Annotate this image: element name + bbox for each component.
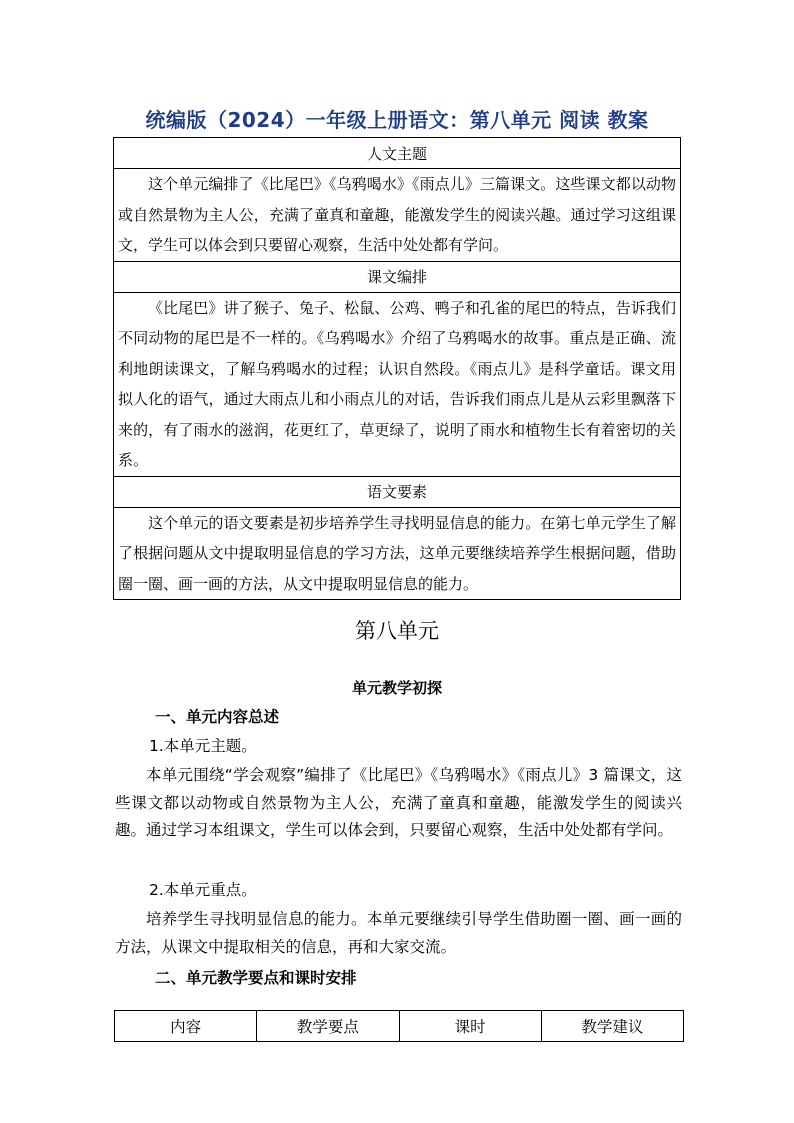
plan-header-periods: 课时 bbox=[399, 1011, 541, 1042]
arrangement-cell bbox=[114, 292, 681, 476]
elements-cell bbox=[114, 507, 681, 600]
item-focus-text: 培养学生寻找明显信息的能力。本单元要继续引导学生借助圈一圈、画一画的方法，从课文中提取相关的信息，再和大家交流。 bbox=[115, 910, 682, 956]
plan-header-row bbox=[115, 1011, 684, 1042]
heading-teaching-plan: 二、单元教学要点和课时安排 bbox=[155, 969, 357, 987]
elements-text: 这个单元的语文要素是初步培养学生寻找明显信息的能力。在第七单元学生了解了根据问题从文中提取明显信息的学习方法，这单元要继续培养学生根据问题，借助圈一圈、画一画的方法，从文中提取明显信息的能力。 bbox=[118, 513, 676, 593]
teaching-plan-table bbox=[114, 1010, 684, 1042]
heading-unit-overview: 一、单元内容总述 bbox=[155, 708, 280, 726]
elements-header: 语文要素 bbox=[114, 476, 681, 507]
theme-header: 人文主题 bbox=[114, 138, 681, 169]
arrangement-header: 课文编排 bbox=[114, 261, 681, 292]
unit-title: 第八单元 bbox=[355, 619, 439, 643]
arrangement-text: 《比尾巴》讲了猴子、兔子、松鼠、公鸡、鸭子和孔雀的尾巴的特点，告诉我们不同动物的尾巴是不一样的。《乌鸦喝水》介绍了乌鸦喝水的故事。重点是正确、流利地朗读课文，了解乌鸦喝水的过程；认识自然段。《雨点儿》是科学童话。课文用拟人化的语气，通过大雨点儿和小雨点儿的对话，告诉我们雨点儿是从云彩里飘落下来的，有了雨水的滋润，花更红了，草更绿了，说明了雨水和植物生长有着密切的关系。 bbox=[118, 298, 676, 469]
item-theme: 1.本单元主题。 bbox=[149, 737, 257, 755]
plan-header-points: 教学要点 bbox=[257, 1011, 399, 1042]
unit-summary-table bbox=[113, 137, 681, 600]
item-focus: 2.本单元重点。 bbox=[149, 881, 257, 899]
document-title: 统编版（2024）一年级上册语文：第八单元 阅读 教案 bbox=[145, 108, 649, 132]
theme-cell bbox=[114, 169, 681, 262]
plan-header-content: 内容 bbox=[115, 1011, 257, 1042]
item-theme-text: 本单元围绕“学会观察”编排了《比尾巴》《乌鸦喝水》《雨点儿》3 篇课文，这些课文都以动物或自然景物为主人公，充满了童真和童趣，能激发学生的阅读兴趣。通过学习本组课文，学生可以体会到，只要留心观察，生活中处处都有学问。 bbox=[115, 766, 682, 839]
plan-header-suggestions: 教学建议 bbox=[541, 1011, 683, 1042]
section-title: 单元教学初探 bbox=[351, 679, 442, 697]
theme-text: 这个单元编排了《比尾巴》《乌鸦喝水》《雨点儿》三篇课文。这些课文都以动物或自然景物为主人公，充满了童真和童趣，能激发学生的阅读兴趣。通过学习这组课文，学生可以体会到只要留心观察，生活中处处都有学问。 bbox=[118, 175, 676, 254]
